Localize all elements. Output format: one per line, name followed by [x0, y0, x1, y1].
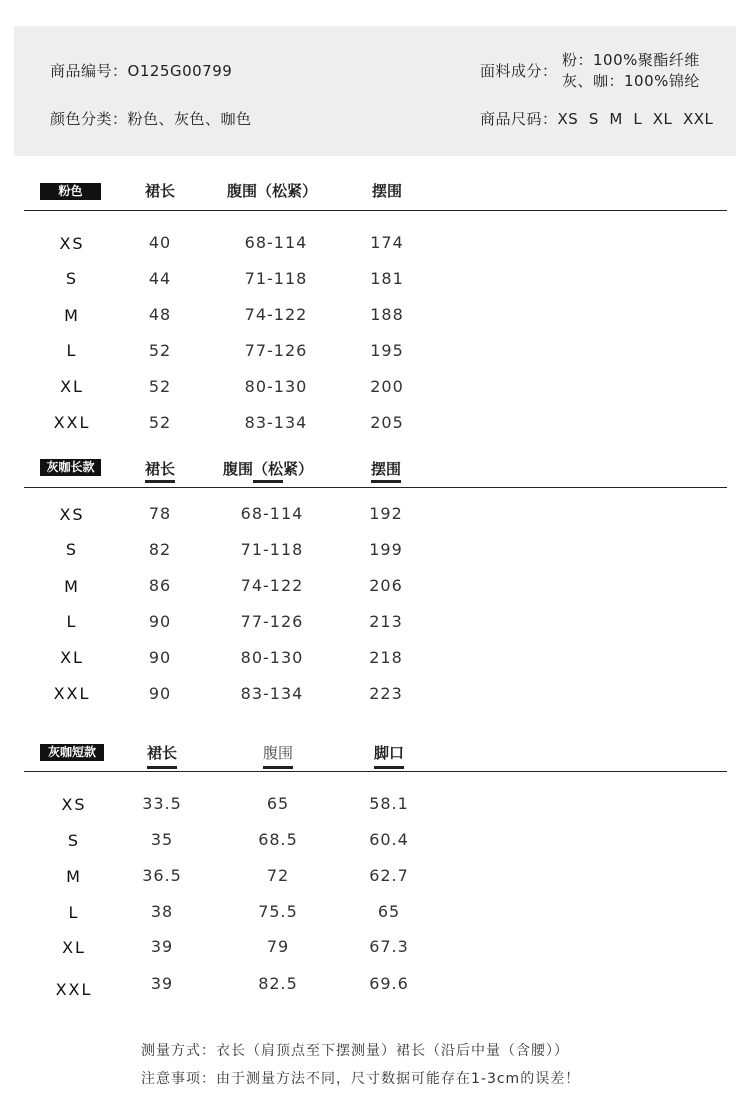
- column-header: 腹围: [262, 744, 294, 762]
- column-header-bar: [263, 766, 293, 769]
- fabric-line-1: 粉：100%聚酯纤维: [562, 51, 700, 69]
- value-cell: 68.5: [258, 830, 298, 849]
- measurement-method-note: 测量方式：衣长（肩顶点至下摆测量）裙长（沿后中量（含腰））: [141, 1043, 569, 1059]
- header-rule: [24, 771, 727, 772]
- column-header-bar: [374, 766, 404, 769]
- table-tag: 灰咖短款: [40, 744, 104, 761]
- value-cell: 38: [150, 902, 174, 921]
- value-cell: 60.4: [369, 830, 409, 849]
- value-cell: 39: [150, 974, 174, 993]
- product-info-panel: [14, 26, 736, 156]
- size-cell: M: [64, 306, 80, 325]
- value-cell: 218: [369, 648, 403, 667]
- value-cell: 79: [266, 937, 290, 956]
- size-cell: XS: [59, 234, 85, 253]
- caution-note: 注意事项：由于测量方法不同，尺寸数据可能存在1-3cm的误差！: [141, 1071, 581, 1087]
- value-cell: 40: [148, 233, 172, 252]
- value-cell: 213: [369, 612, 403, 631]
- value-cell: 74-122: [240, 576, 304, 595]
- size-cell: XL: [62, 938, 86, 957]
- value-cell: 74-122: [244, 305, 308, 324]
- product-number: [50, 60, 232, 81]
- value-cell: 200: [370, 377, 404, 396]
- size-cell: L: [68, 903, 80, 922]
- value-cell: 80-130: [240, 648, 304, 667]
- table-tag: 灰咖长款: [40, 459, 101, 476]
- product-number-label: 商品编号：: [50, 62, 128, 80]
- value-cell: 65: [266, 794, 290, 813]
- value-cell: 35: [150, 830, 174, 849]
- value-cell: 90: [148, 684, 172, 703]
- value-cell: 48: [148, 305, 172, 324]
- value-cell: 71-118: [240, 540, 304, 559]
- value-cell: 36.5: [142, 866, 182, 885]
- value-cell: 69.6: [369, 974, 409, 993]
- size-cell: XXL: [53, 413, 91, 432]
- column-header: 摆围: [371, 182, 403, 200]
- product-number-value: O125G00799: [127, 62, 233, 80]
- size-cell: M: [64, 577, 80, 596]
- fabric-line-2: 灰、咖：100%锦纶: [562, 72, 700, 90]
- value-cell: 67.3: [369, 937, 409, 956]
- value-cell: 83-134: [244, 413, 308, 432]
- color-options: [50, 108, 252, 129]
- value-cell: 68-114: [240, 504, 304, 523]
- size-range: [480, 108, 713, 129]
- value-cell: 52: [148, 413, 172, 432]
- value-cell: 90: [148, 648, 172, 667]
- value-cell: 52: [148, 377, 172, 396]
- value-cell: 77-126: [240, 612, 304, 631]
- value-cell: 72: [266, 866, 290, 885]
- value-cell: 199: [369, 540, 403, 559]
- color-options-value: 粉色、灰色、咖色: [127, 110, 252, 128]
- value-cell: 71-118: [244, 269, 308, 288]
- column-header-bar: [145, 480, 175, 483]
- value-cell: 90: [148, 612, 172, 631]
- column-header: 裙长: [144, 460, 176, 478]
- value-cell: 82: [148, 540, 172, 559]
- size-cell: L: [66, 612, 78, 631]
- column-header: 裙长: [146, 744, 178, 762]
- fabric-label: 面料成分：: [480, 62, 558, 80]
- size-cell: XS: [61, 795, 87, 814]
- value-cell: 206: [369, 576, 403, 595]
- size-cell: M: [66, 867, 82, 886]
- size-range-value: XS S M L XL XXL: [557, 110, 714, 128]
- size-cell: XXL: [55, 980, 93, 999]
- value-cell: 83-134: [240, 684, 304, 703]
- value-cell: 223: [369, 684, 403, 703]
- value-cell: 181: [370, 269, 404, 288]
- table-tag: 粉色: [40, 183, 101, 200]
- size-cell: XS: [59, 505, 85, 524]
- column-header: 腹围（松紧）: [222, 460, 314, 478]
- size-cell: XXL: [53, 684, 91, 703]
- value-cell: 62.7: [369, 866, 409, 885]
- column-header-bar: [147, 766, 177, 769]
- value-cell: 82.5: [258, 974, 298, 993]
- size-cell: S: [65, 540, 79, 559]
- value-cell: 205: [370, 413, 404, 432]
- value-cell: 86: [148, 576, 172, 595]
- column-header: 摆围: [370, 460, 402, 478]
- color-options-label: 颜色分类：: [50, 110, 128, 128]
- value-cell: 78: [148, 504, 172, 523]
- column-header: 裙长: [144, 182, 176, 200]
- value-cell: 75.5: [258, 902, 298, 921]
- value-cell: 39: [150, 937, 174, 956]
- value-cell: 68-114: [244, 233, 308, 252]
- value-cell: 174: [370, 233, 404, 252]
- size-cell: XL: [60, 377, 84, 396]
- value-cell: 44: [148, 269, 172, 288]
- size-cell: L: [66, 341, 78, 360]
- size-cell: S: [65, 269, 79, 288]
- size-range-label: 商品尺码：: [480, 110, 558, 128]
- value-cell: 58.1: [369, 794, 409, 813]
- header-rule: [24, 210, 727, 211]
- value-cell: 77-126: [244, 341, 308, 360]
- value-cell: 80-130: [244, 377, 308, 396]
- column-header-bar: [371, 480, 401, 483]
- value-cell: 33.5: [142, 794, 182, 813]
- header-rule: [24, 487, 727, 488]
- value-cell: 52: [148, 341, 172, 360]
- column-header: 脚口: [373, 744, 405, 762]
- column-header: 腹围（松紧）: [226, 182, 318, 200]
- size-cell: S: [67, 831, 81, 850]
- value-cell: 195: [370, 341, 404, 360]
- column-header-bar: [253, 480, 283, 483]
- value-cell: 192: [369, 504, 403, 523]
- value-cell: 188: [370, 305, 404, 324]
- value-cell: 65: [377, 902, 401, 921]
- size-cell: XL: [60, 648, 84, 667]
